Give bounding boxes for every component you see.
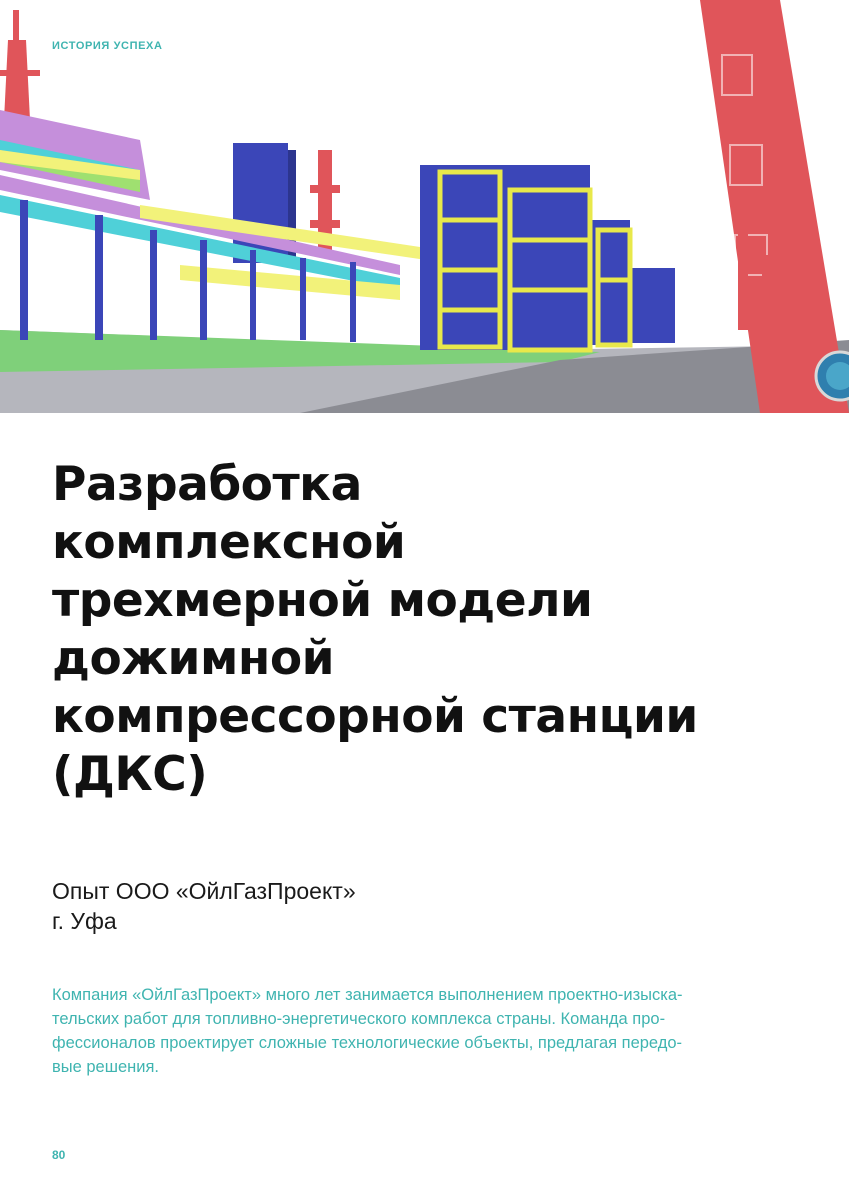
- plant-3d-model-image: [0, 0, 849, 413]
- article-title: [52, 456, 832, 804]
- page-number: 80: [52, 1148, 66, 1162]
- author-city: г. Уфа: [52, 908, 117, 934]
- hero-image: [0, 0, 849, 413]
- author-block: [52, 876, 356, 936]
- title-line: компрессорной станции: [52, 689, 698, 744]
- author-company: Опыт ООО «ОйлГазПроект»: [52, 878, 356, 904]
- intro-line: тельских работ для топливно-энергетического комплекса страны. Команда про-: [52, 1010, 666, 1028]
- section-label: ИСТОРИЯ УСПЕХА: [52, 40, 163, 52]
- intro-line: вые решения.: [52, 1058, 160, 1076]
- intro-line: Компания «ОйлГазПроект» много лет занимается выполнением проектно-изыска-: [52, 986, 683, 1004]
- title-line: трехмерной модели: [52, 573, 593, 628]
- title-line: дожимной: [52, 631, 335, 686]
- title-line: комплексной: [52, 515, 406, 570]
- title-line: (ДКС): [52, 747, 208, 802]
- intro-line: фессионалов проектирует сложные технологические объекты, предлагая передо-: [52, 1034, 683, 1052]
- title-line: Разработка: [52, 457, 362, 512]
- intro-paragraph: [52, 983, 792, 1079]
